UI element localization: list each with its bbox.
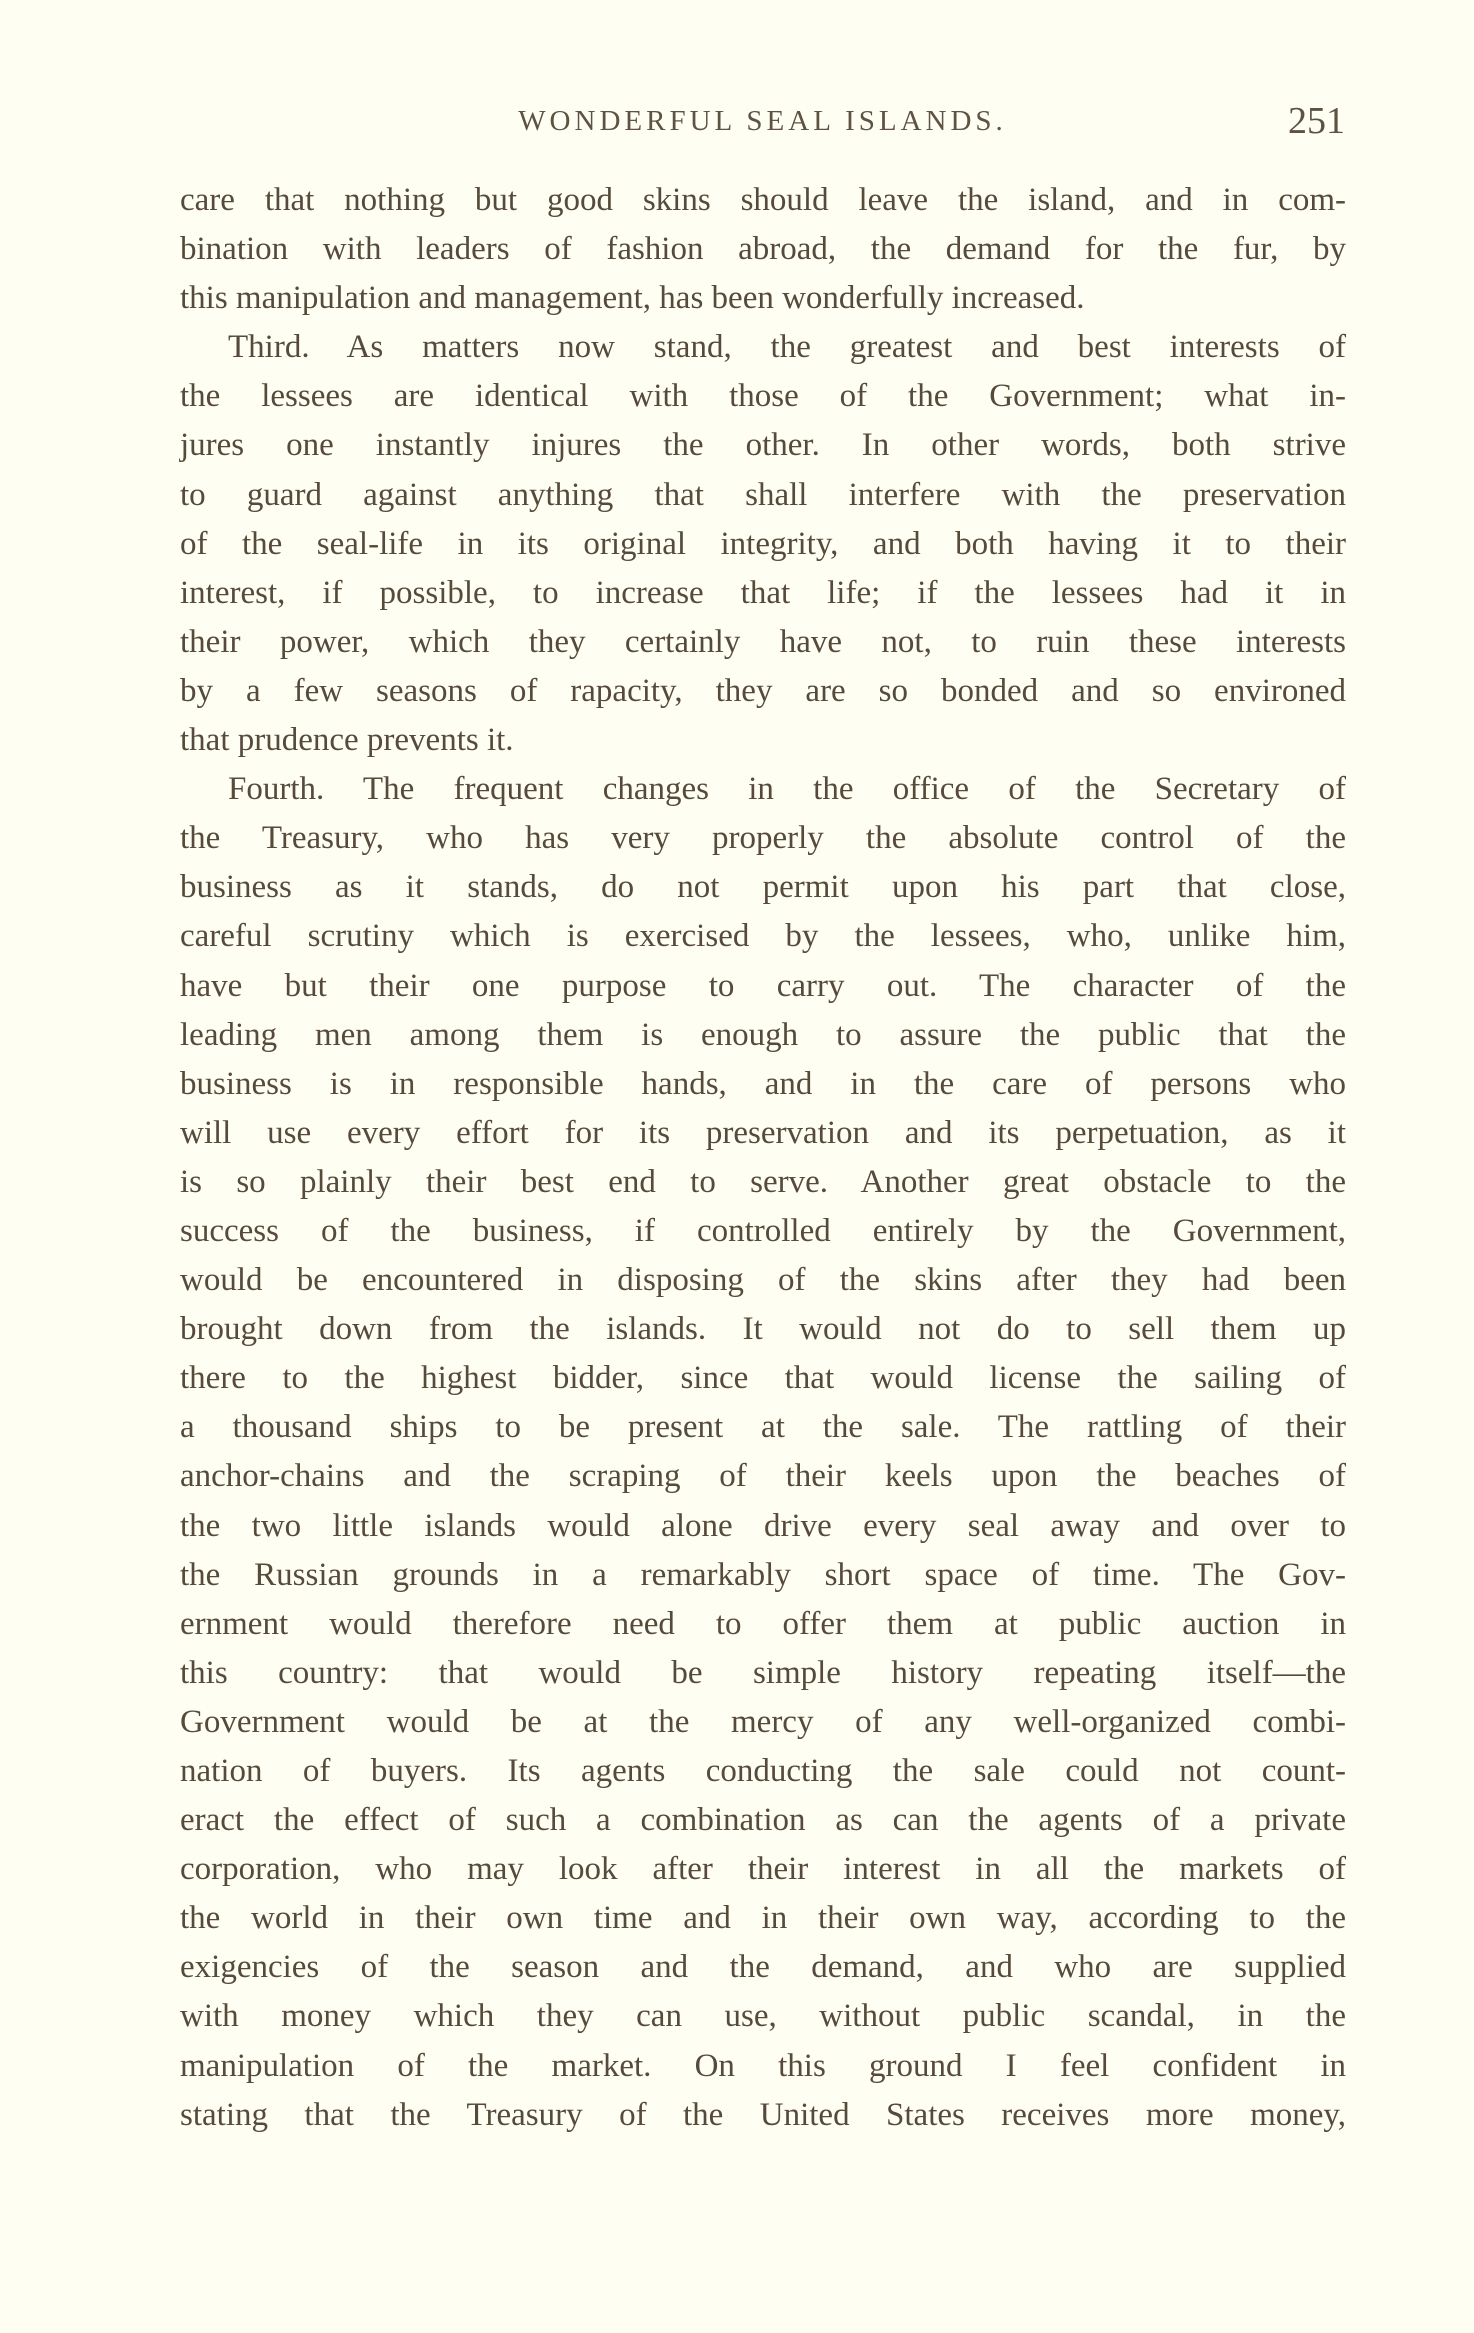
running-title: WONDERFUL SEAL ISLANDS. [518, 105, 1007, 137]
text-line: ernment would therefore need to offer them at public auction in [180, 1605, 1346, 1642]
text-line: by a few seasons of rapacity, they are so bonded and so environed [180, 672, 1346, 709]
text-line: corporation, who may look after their interest in all the markets of [180, 1851, 1346, 1888]
text-line: the Treasury, who has very properly the absolute control of the [180, 820, 1346, 857]
text-line: the Russian grounds in a remarkably short space of time. The Gov- [180, 1556, 1346, 1593]
text-line: eract the effect of such a combination as can the agents of a private [180, 1802, 1346, 1839]
text-line: nation of buyers. Its agents conducting the sale could not count- [180, 1753, 1346, 1789]
text-line: the two little islands would alone drive every seal away and over to [180, 1507, 1346, 1544]
text-line: anchor-chains and the scraping of their keels upon the beaches of [180, 1458, 1346, 1495]
text-line: brought down from the islands. It would not do to sell them up [180, 1311, 1346, 1348]
text-line: this manipulation and management, has been wonderfully increased. [180, 280, 1085, 317]
text-line: the lessees are identical with those of the Government; what in- [180, 378, 1346, 415]
text-line: their power, which they certainly have not, to ruin these interests [180, 623, 1346, 660]
text-line: jures one instantly injures the other. In other words, both strive [180, 427, 1346, 464]
text-line: manipulation of the market. On this ground I feel confident in [180, 2047, 1346, 2084]
text-line: success of the business, if controlled entirely by the Government, [180, 1212, 1346, 1249]
text-line: care that nothing but good skins should leave the island, and in com- [180, 182, 1346, 218]
text-line: will use every effort for its preservation and its perpetuation, as it [180, 1114, 1346, 1151]
text-line: exigencies of the season and the demand, and who are supplied [180, 1949, 1346, 1986]
text-line: the world in their own time and in their own way, according to the [180, 1900, 1346, 1937]
text-line: there to the highest bidder, since that would license the sailing of [180, 1360, 1346, 1397]
text-line: Government would be at the mercy of any well-organized combi- [180, 1703, 1346, 1740]
text-line: careful scrutiny which is exercised by the lessees, who, unlike him, [180, 918, 1346, 955]
text-line: with money which they can use, without public scandal, in the [180, 1998, 1346, 2035]
text-line: have but their one purpose to carry out. The character of the [180, 967, 1346, 1004]
text-line: this country: that would be simple history repeating itself—the [180, 1654, 1346, 1691]
text-line: would be encountered in disposing of the skins after they had been [180, 1262, 1346, 1299]
body-text [180, 176, 1346, 2140]
text-line: Third. As matters now stand, the greatest and best interests of [228, 329, 1346, 366]
text-line: interest, if possible, to increase that life; if the lessees had it in [180, 574, 1346, 611]
text-line: to guard against anything that shall interfere with the preservation [180, 476, 1346, 513]
text-line: business is in responsible hands, and in the care of persons who [180, 1065, 1346, 1102]
text-line: of the seal-life in its original integrity, and both having it to their [180, 525, 1346, 562]
page-number: 251 [1288, 100, 1345, 142]
text-line: bination with leaders of fashion abroad, the demand for the fur, by [180, 231, 1346, 268]
text-line: is so plainly their best end to serve. Another great obstacle to the [180, 1163, 1346, 1200]
text-line: leading men among them is enough to assure the public that the [180, 1016, 1346, 1053]
text-line: stating that the Treasury of the United States receives more money, [180, 2096, 1346, 2133]
text-line: business as it stands, do not permit upon his part that close, [180, 869, 1346, 906]
text-line: that prudence prevents it. [180, 722, 514, 759]
text-line: Fourth. The frequent changes in the office of the Secretary of [228, 771, 1346, 808]
running-header [180, 100, 1345, 143]
text-line: a thousand ships to be present at the sale. The rattling of their [180, 1409, 1346, 1446]
